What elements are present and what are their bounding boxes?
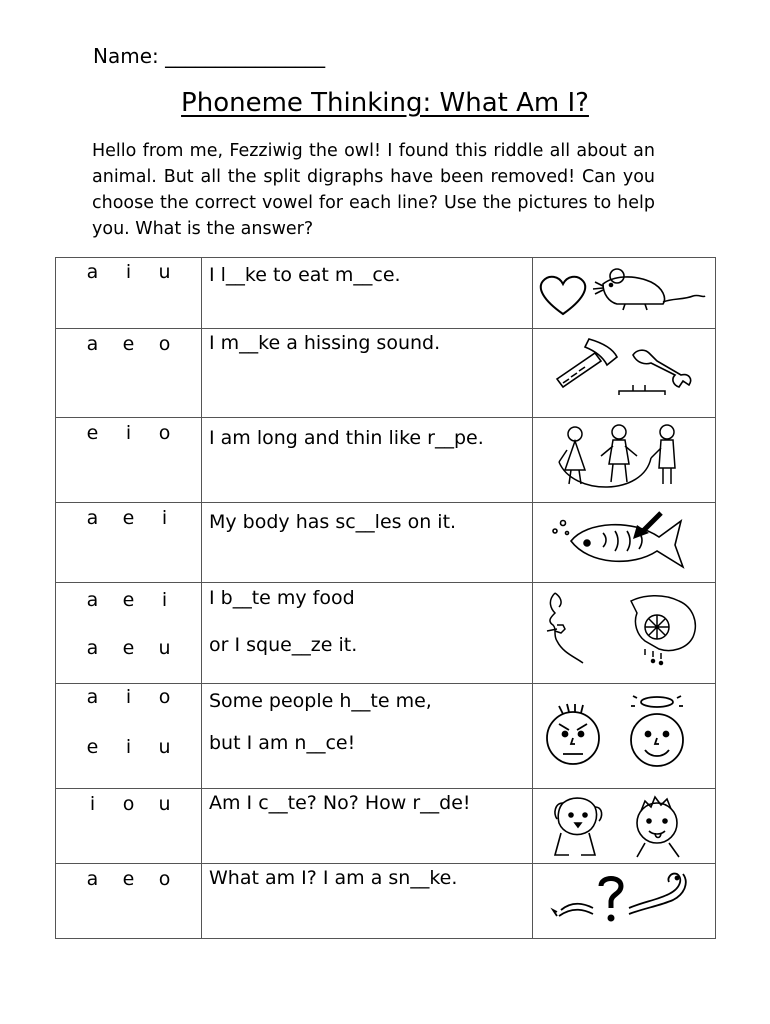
sentence-cell	[202, 583, 533, 684]
vowel-line	[56, 637, 201, 659]
vowel-option[interactable]: o	[158, 422, 171, 444]
sentence-cell	[202, 258, 533, 329]
vowel-option[interactable]: o	[122, 793, 135, 815]
sentence-line: What am I? I am a sn__ke.	[209, 867, 458, 889]
sentence-cell	[202, 684, 533, 789]
fish-icon	[533, 503, 715, 582]
table-row	[56, 503, 716, 583]
biting-mouth-icon	[547, 593, 583, 663]
vowel-line	[56, 793, 201, 815]
picture-cell	[533, 503, 716, 583]
vowel-option[interactable]: o	[158, 868, 171, 890]
vowel-option[interactable]: e	[122, 637, 135, 659]
nails-icon	[619, 385, 665, 395]
table-row	[56, 329, 716, 418]
vowel-option[interactable]: e	[86, 736, 99, 758]
spanner-icon	[633, 350, 691, 387]
sentence-line: I am long and thin like r__pe.	[209, 427, 484, 449]
vowel-option[interactable]: i	[125, 736, 132, 758]
table-row	[56, 789, 716, 864]
vowel-choices	[56, 864, 202, 939]
vowel-option[interactable]: a	[86, 589, 99, 611]
vowel-option[interactable]: i	[161, 507, 168, 529]
sentence-line: My body has sc__les on it.	[209, 511, 457, 533]
table-row	[56, 684, 716, 789]
sentence-line: I m__ke a hissing sound.	[209, 332, 441, 354]
vowel-option[interactable]: i	[125, 261, 132, 283]
vowel-option[interactable]: a	[86, 507, 99, 529]
sentence-line: Am I c__te? No? How r__de!	[209, 792, 471, 814]
vowel-option[interactable]: e	[122, 589, 135, 611]
page-title: Phoneme Thinking: What Am I?	[181, 88, 589, 118]
vowel-option[interactable]: i	[89, 793, 96, 815]
table-row	[56, 418, 716, 503]
table-row	[56, 864, 716, 939]
table-row	[56, 583, 716, 684]
sentence-line: I l__ke to eat m__ce.	[209, 264, 401, 286]
sentence-cell	[202, 418, 533, 503]
vowel-option[interactable]: u	[158, 637, 171, 659]
vowel-option[interactable]: a	[86, 261, 99, 283]
picture-cell	[533, 789, 716, 864]
sentence-line: or I sque__ze it.	[209, 634, 358, 656]
vowel-line	[56, 868, 201, 890]
vowel-option[interactable]: i	[161, 589, 168, 611]
picture-cell	[533, 684, 716, 789]
vowel-option[interactable]: i	[125, 686, 132, 708]
vowel-option[interactable]: e	[122, 868, 135, 890]
vowel-option[interactable]: a	[86, 333, 99, 355]
mouse-icon	[593, 269, 705, 310]
vowel-line	[56, 333, 201, 355]
vowel-option[interactable]: e	[122, 507, 135, 529]
sentence-line: I b__te my food	[209, 587, 355, 609]
vowel-option[interactable]: u	[158, 261, 171, 283]
angel-face-icon	[631, 696, 683, 766]
riddle-table	[55, 257, 716, 939]
angry-face-icon	[547, 704, 599, 764]
vowel-choices	[56, 583, 202, 684]
vowel-choices	[56, 418, 202, 503]
cheeky-boy-icon	[637, 797, 679, 857]
picture-cell	[533, 864, 716, 939]
name-field-label[interactable]: Name: ________________	[93, 44, 326, 68]
vowel-line	[56, 422, 201, 444]
vowel-option[interactable]: e	[122, 333, 135, 355]
vowel-choices	[56, 329, 202, 418]
vowel-option[interactable]: o	[158, 333, 171, 355]
picture-cell	[533, 418, 716, 503]
vowel-option[interactable]: u	[158, 793, 171, 815]
vowel-line	[56, 589, 201, 611]
vowel-option[interactable]: a	[86, 686, 99, 708]
vowel-line	[56, 507, 201, 529]
sentence-line: but I am n__ce!	[209, 732, 356, 754]
vowel-line	[56, 736, 201, 758]
sentence-cell	[202, 503, 533, 583]
vowel-choices	[56, 503, 202, 583]
vowel-line	[56, 686, 201, 708]
vowel-option[interactable]: u	[158, 736, 171, 758]
vowel-choices	[56, 258, 202, 329]
sentence-line: Some people h__te me,	[209, 690, 432, 712]
sentence-cell	[202, 864, 533, 939]
sentence-cell	[202, 329, 533, 418]
picture-cell	[533, 329, 716, 418]
skipping-children-icon	[533, 418, 715, 502]
vowel-choices	[56, 684, 202, 789]
table-row	[56, 258, 716, 329]
snake-question-icon	[533, 864, 715, 938]
vowel-option[interactable]: i	[125, 422, 132, 444]
vowel-option[interactable]: a	[86, 868, 99, 890]
vowel-option[interactable]: e	[86, 422, 99, 444]
vowel-option[interactable]: a	[86, 637, 99, 659]
puppy-icon	[555, 798, 602, 855]
picture-cell	[533, 258, 716, 329]
picture-cell	[533, 583, 716, 684]
intro-paragraph: Hello from me, Fezziwig the owl! I found this riddle all about an animal. But all the split digraphs have been removed! Can you choose the correct vowel for each line? Use the pictures to help you. What is the answer?	[92, 141, 655, 239]
vowel-choices	[56, 789, 202, 864]
heart-icon	[541, 277, 585, 314]
hammer-icon	[557, 339, 617, 387]
sentence-cell	[202, 789, 533, 864]
vowel-line	[56, 261, 201, 283]
squeezing-hand-icon	[631, 596, 695, 665]
vowel-option[interactable]: o	[158, 686, 171, 708]
